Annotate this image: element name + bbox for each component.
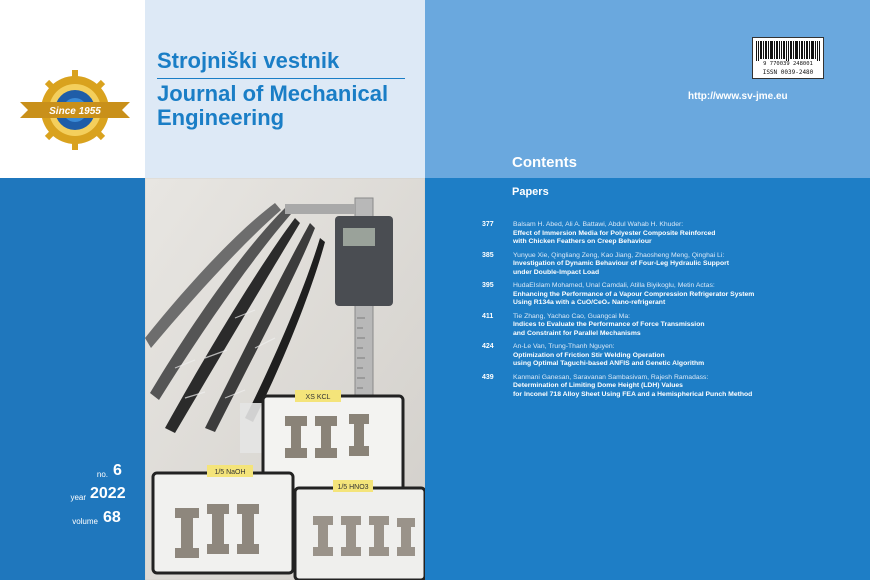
paper-authors: Balsam H. Abed, Ali A. Battawi, Abdul Wahab H. Khuder:	[513, 221, 684, 228]
tray-label-left: 1/5 NaOH	[214, 469, 246, 476]
paper-page-number: 411	[482, 312, 494, 320]
paper-page-number: 424	[482, 343, 494, 350]
paper-authors: HudaEIslam Mohamed, Unal Camdali, Atilla Biyikoglu, Metin Actas:	[513, 282, 715, 289]
paper-title-cont: for Inconel 718 Alloy Sheet Using FEA and a Hemispherical Punch Method	[513, 390, 753, 398]
issue-number-label: no.	[96, 470, 108, 479]
paper-title: Optimization of Friction Stir Welding Operation	[513, 351, 665, 359]
cover-photo	[145, 178, 425, 580]
journal-url[interactable]: http://www.sv-jme.eu	[688, 91, 788, 102]
list-item[interactable]	[482, 343, 862, 369]
paper-title-cont: using Optimal Taguchi-based ANFIS and Genetic Algorithm	[513, 360, 705, 367]
paper-title: Determination of Limiting Dome Height (LDH) Values	[513, 382, 683, 389]
journal-logo	[20, 66, 130, 154]
paper-title: Effect of Immersion Media for Polyester Composite Reinforced	[513, 229, 716, 237]
paper-title: Investigation of Dynamic Behaviour of Four-Leg Hydraulic Support	[513, 260, 730, 267]
paper-list	[482, 221, 862, 404]
list-item[interactable]	[482, 374, 862, 400]
journal-title-slovene: Strojniški vestnik	[157, 48, 340, 73]
paper-page-number: 395	[482, 282, 494, 289]
issn: ISSN 0039-2480	[762, 69, 814, 76]
paper-title-cont: with Chicken Feathers on Creep Behaviour	[513, 238, 652, 245]
specimen-tray-right	[295, 480, 425, 580]
paper-title-cont: Using R134a with a CuO/CeO₂ Nano-refrigerant	[513, 299, 666, 306]
barcode	[752, 37, 824, 79]
list-item[interactable]	[482, 252, 862, 278]
issue-year-label: year	[70, 493, 86, 502]
tray-label-right: 1/5 HNO3	[337, 484, 369, 491]
specimen-tray-left	[153, 465, 293, 573]
tray-label-top: XS KCL	[305, 394, 331, 401]
paper-authors: Yunyue Xie, Qingliang Zeng, Kao Jiang, Zhaosheng Meng, Qinghai Li:	[513, 251, 725, 259]
paper-page-number: 439	[482, 373, 494, 381]
paper-title-cont: and Constraint for Parallel Mechanisms	[513, 329, 641, 337]
paper-page-number: 385	[482, 251, 494, 259]
papers-heading: Papers	[512, 186, 549, 198]
list-item[interactable]	[482, 282, 862, 308]
journal-title-english: Journal of Mechanical Engineering	[157, 81, 389, 130]
barcode-bars-icon	[756, 41, 820, 61]
paper-authors: Tie Zhang, Yachao Cao, Guangcai Ma:	[513, 312, 631, 320]
issue-number: 6	[113, 462, 122, 479]
issue-volume-label: volume	[72, 517, 98, 526]
logo-since-text: Since 1955	[49, 106, 101, 117]
paper-title: Indices to Evaluate the Performance of Force Transmission	[513, 321, 705, 328]
contents-heading: Contents	[512, 154, 577, 171]
issue-volume: 68	[103, 509, 121, 526]
paper-title-cont: under Double-Impact Load	[513, 268, 600, 276]
barcode-number: 9 770039 248001	[763, 61, 813, 67]
paper-authors: An-Le Van, Trung-Thanh Nguyen:	[513, 343, 615, 350]
header-panel	[425, 0, 870, 178]
paper-page-number: 377	[482, 221, 494, 228]
title-divider	[157, 78, 405, 79]
list-item[interactable]	[482, 221, 862, 247]
issue-year: 2022	[90, 485, 126, 502]
paper-title: Enhancing the Performance of a Vapour Compression Refrigerator System	[513, 290, 755, 298]
list-item[interactable]	[482, 313, 862, 339]
paper-authors: Kanmani Ganesan, Saravanan Sambasivam, Rajesh Ramadass:	[513, 373, 709, 381]
